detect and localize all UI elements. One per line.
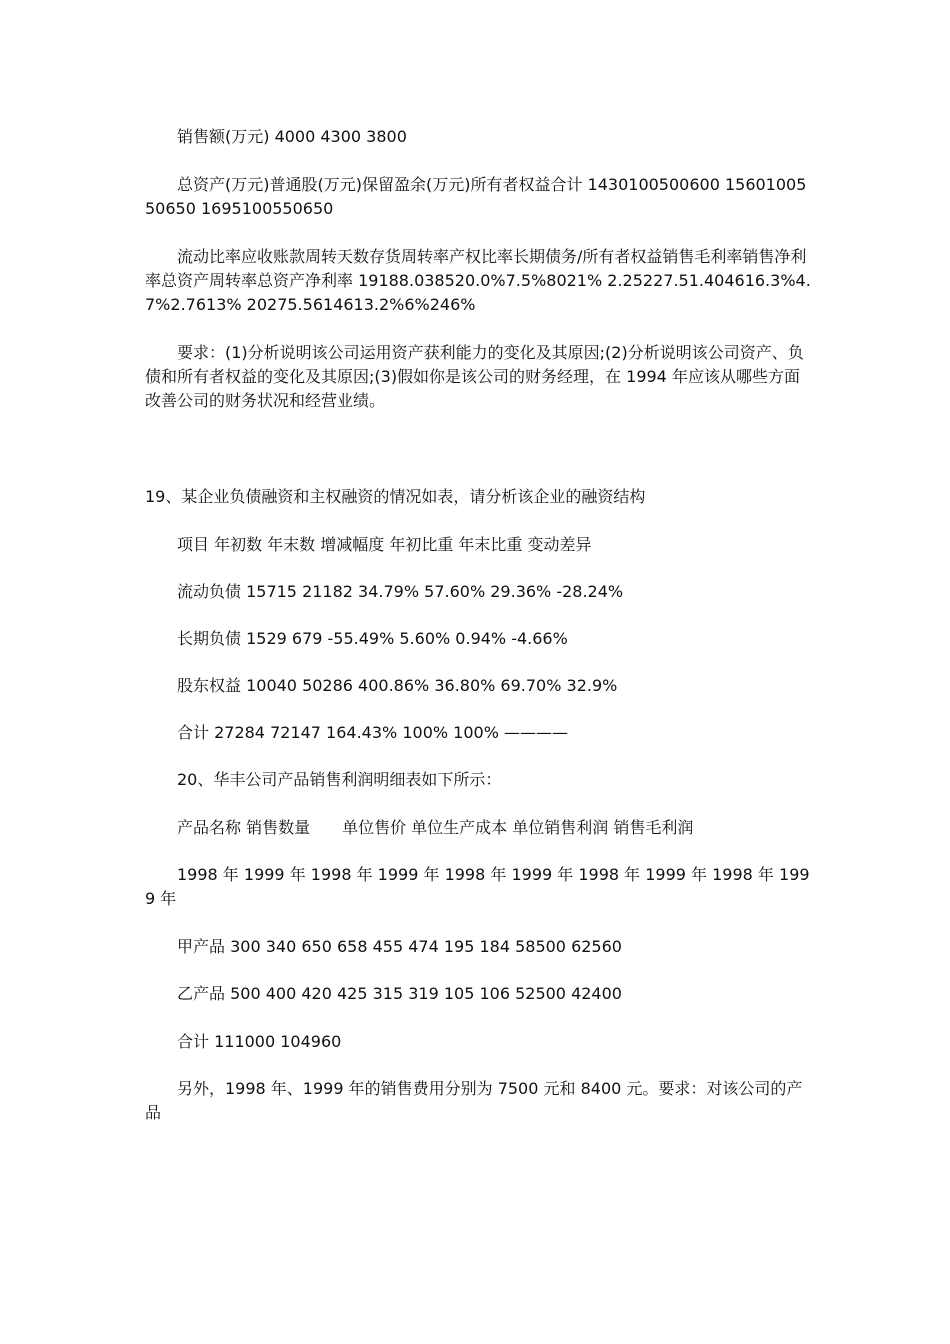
- table-header-line: 项目 年初数 年末数 增减幅度 年初比重 年末比重 变动差异: [177, 535, 592, 554]
- question-19-heading: 19、某企业负债融资和主权融资的情况如表，请分析该企业的融资结构: [145, 487, 646, 506]
- total-line: 合计 27284 72147 164.43% 100% 100% ————: [177, 723, 568, 742]
- product-b-line: 乙产品 500 400 420 425 315 319 105 106 52500 42400: [177, 984, 622, 1003]
- product-table-header: 产品名称 销售数量 单位售价 单位生产成本 单位销售利润 销售毛利润: [177, 818, 694, 837]
- equity-line: 股东权益 10040 50286 400.86% 36.80% 69.70% 32.9%: [177, 676, 618, 695]
- requirements-paragraph: 要求：(1)分析说明该公司运用资产获利能力的变化及其原因;(2)分析说明该公司资产、负债和所有者权益的变化及其原因;(3)假如你是该公司的财务经理，在 1994 年应该从哪些方面改善公司的财务状况和经营业绩。: [145, 343, 804, 410]
- current-liabilities-line: 流动负债 15715 21182 34.79% 57.60% 29.36% -28.24%: [177, 582, 624, 601]
- question-20-heading: 20、华丰公司产品销售利润明细表如下所示：: [177, 770, 502, 789]
- assets-line: 总资产(万元)普通股(万元)保留盈余(万元)所有者权益合计 1430100500600 1560100550650 1695100550650: [145, 175, 807, 218]
- year-header-line: 1998 年 1999 年 1998 年 1999 年 1998 年 1999 年 1998 年 1999 年 1998 年 1999 年: [145, 865, 810, 908]
- ratios-line: 流动比率应收账款周转天数存货周转率产权比率长期债务/所有者权益销售毛利率销售净利率总资产周转率总资产净利率 19188.038520.0%7.5%8021% 2.25227.51.404616.3%4.7%2.7613% 20275.5614613.2%6%246%: [145, 247, 811, 314]
- product-total-line: 合计 111000 104960: [177, 1032, 342, 1051]
- product-a-line: 甲产品 300 340 650 658 455 474 195 184 58500 62560: [177, 937, 622, 956]
- sales-expense-paragraph: 另外，1998 年、1999 年的销售费用分别为 7500 元和 8400 元。要求：对该公司的产品: [145, 1079, 803, 1122]
- long-term-liabilities-line: 长期负债 1529 679 -55.49% 5.60% 0.94% -4.66%: [177, 629, 568, 648]
- sales-line: 销售额(万元) 4000 4300 3800: [177, 127, 407, 146]
